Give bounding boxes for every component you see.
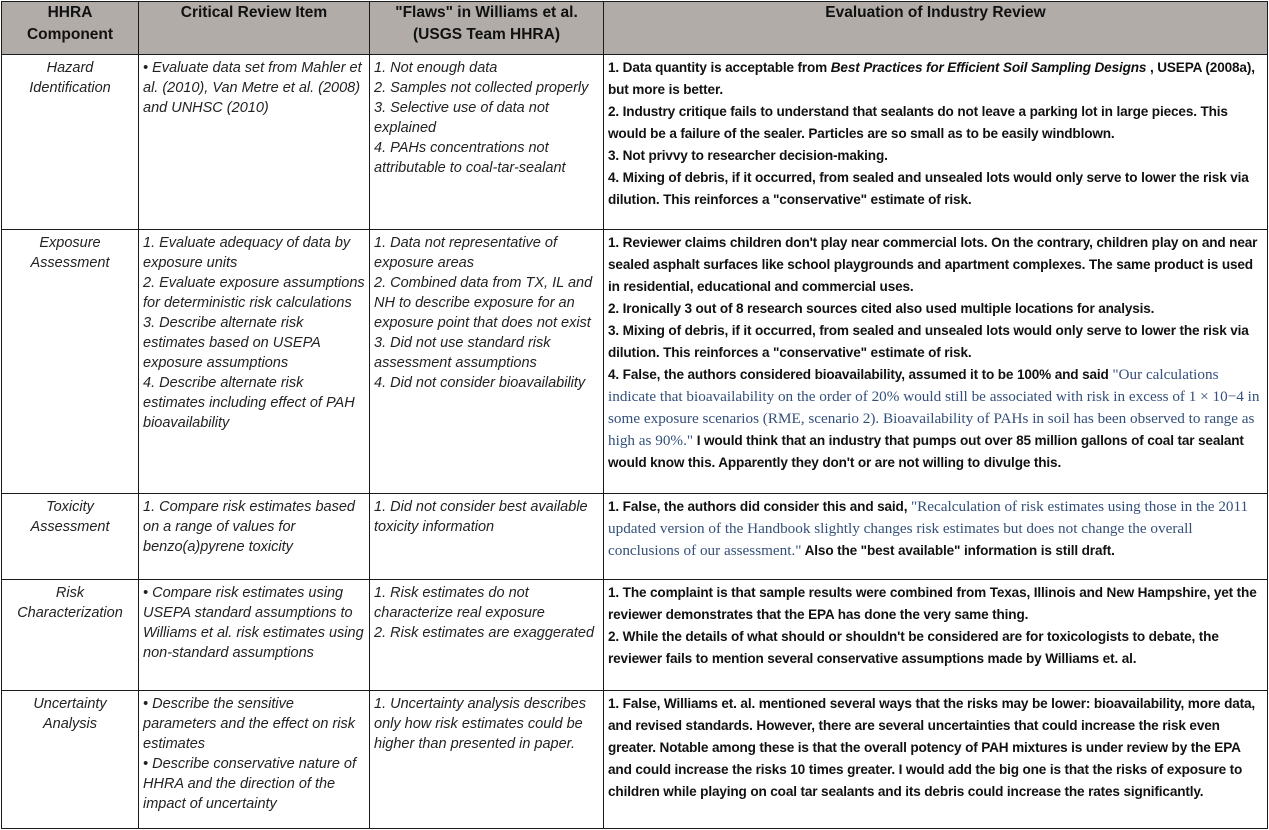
evaluation-point: 3. Mixing of debris, if it occurred, from sealed and unsealed lots would only serve to lower the risk via dilution. This reinforces a "conservative" estimate of risk. [608, 323, 1249, 360]
evaluation-point: 2. While the details of what should or shouldn't be considered are for toxicologists to debate, the reviewer fails to mention several conservative assumptions made by Williams et. al. [608, 629, 1219, 666]
table-row-exposure-assessment [2, 230, 1268, 494]
header-row [2, 2, 1268, 55]
evaluation-cell [604, 580, 1268, 691]
review-item-cell: • Evaluate data set from Mahler et al. (2010), Van Metre et al. (2008) and UNHSC (2010) [139, 55, 370, 230]
component-cell: Hazard Identification [2, 55, 139, 230]
flaws-cell: 1. Uncertainty analysis describes only how risk estimates could be higher than presented in paper. [370, 691, 604, 829]
component-cell: Risk Characterization [2, 580, 139, 691]
evaluation-point: 1. Reviewer claims children don't play near commercial lots. On the contrary, children play on and near sealed asphalt surfaces like school playgrounds and apartment complexes. The same product is used in residential, educational and commercial uses. [608, 235, 1258, 294]
table-row-uncertainty-analysis [2, 691, 1268, 829]
quoted-text: "Recalculation of risk estimates using those in the 2011 updated version of the Handbook slightly changes risk estimates but does not change the overall conclusions of our assessment." [608, 498, 1249, 559]
review-item-cell: • Compare risk estimates using USEPA standard assumptions to Williams et al. risk estimates using non-standard assumptions [139, 580, 370, 691]
flaws-cell: 1. Data not representative of exposure areas 2. Combined data from TX, IL and NH to describe exposure for an exposure point that does not exist 3. Did not use standard risk assessment assumptions 4. Did not consider bioavailability [370, 230, 604, 494]
review-item-cell: 1. Compare risk estimates based on a range of values for benzo(a)pyrene toxicity [139, 494, 370, 580]
evaluation-point: 3. Not privvy to researcher decision-making. [608, 148, 888, 163]
evaluation-point: 1. The complaint is that sample results were combined from Texas, Illinois and New Hampshire, yet the reviewer demonstrates that the EPA has done the very same thing. [608, 585, 1257, 622]
header-critical-review-item: Critical Review Item [139, 2, 370, 55]
evaluation-cell [604, 494, 1268, 580]
component-cell: Exposure Assessment [2, 230, 139, 494]
header-flaws: "Flaws" in Williams et al. (USGS Team HHRA) [370, 2, 604, 55]
flaws-cell: 1. Not enough data 2. Samples not collected properly 3. Selective use of data not explained 4. PAHs concentrations not attributable to coal-tar-sealant [370, 55, 604, 230]
hhra-comparison-table [1, 1, 1268, 829]
review-item-cell: • Describe the sensitive parameters and the effect on risk estimates • Describe conservative nature of HHRA and the direction of the impact of uncertainty [139, 691, 370, 829]
evaluation-cell [604, 55, 1268, 230]
table-row-risk-characterization [2, 580, 1268, 691]
evaluation-point: 1. False, Williams et. al. mentioned several ways that the risks may be lower: bioavailability, more data, and revised standards. However, there are several uncertainties that could increase the risk even greater. Notable among these is that the overall potency of PAH mixtures is under review by the EPA and could increase the risks 10 times greater. I would add the big one is that the risks of exposure to children while playing on coal tar sealants and its debris could increase the rates significantly. [608, 696, 1256, 799]
evaluation-point: 2. Ironically 3 out of 8 research sources cited also used multiple locations for analysis. [608, 301, 1155, 316]
review-item-cell: 1. Evaluate adequacy of data by exposure units 2. Evaluate exposure assumptions for deterministic risk calculations 3. Describe alternate risk estimates based on USEPA exposure assumptions 4. Describe alternate risk estimates including effect of PAH bioavailability [139, 230, 370, 494]
header-hhra-component: HHRA Component [2, 2, 139, 55]
evaluation-cell [604, 691, 1268, 829]
table-row-hazard-identification [2, 55, 1268, 230]
evaluation-cell [604, 230, 1268, 494]
component-cell: Uncertainty Analysis [2, 691, 139, 829]
evaluation-point: 4. Mixing of debris, if it occurred, from sealed and unsealed lots would only serve to lower the risk via dilution. This reinforces a "conservative" estimate of risk. [608, 170, 1249, 207]
table-row-toxicity-assessment [2, 494, 1268, 580]
component-cell: Toxicity Assessment [2, 494, 139, 580]
flaws-cell: 1. Did not consider best available toxicity information [370, 494, 604, 580]
quoted-text: "Our calculations indicate that bioavailability on the order of 20% would still be associated with risk in excess of 1 × 10−4 in some exposure scenarios (RME, scenario 2). Bioavailability of PAHs in soil has been observed to range as high as 90%." [608, 366, 1260, 449]
header-evaluation: Evaluation of Industry Review [604, 2, 1268, 55]
evaluation-point: 1. Data quantity is acceptable from Best Practices for Efficient Soil Sampling Designs , USEPA (2008a), but more is better. [608, 60, 1255, 97]
evaluation-point: 1. False, the authors did consider this and said, "Recalculation of risk estimates using those in the 2011 updated version of the Handbook slightly changes risk estimates but does not change the overall conclusions of our assessment." Also the "best available" information is still draft. [608, 498, 1249, 559]
evaluation-point: 4. False, the authors considered bioavailability, assumed it to be 100% and said "Our calculations indicate that bioavailability on the order of 20% would still be associated with risk in excess of 1 × 10−4 in some exposure scenarios (RME, scenario 2). Bioavailability of PAHs in soil has been observed to range as high as 90%." I would think that an industry that pumps out over 85 million gallons of coal tar sealant would know this. Apparently they don't or are not willing to divulge this. [608, 366, 1260, 470]
flaws-cell: 1. Risk estimates do not characterize real exposure 2. Risk estimates are exaggerated [370, 580, 604, 691]
evaluation-point: 2. Industry critique fails to understand that sealants do not leave a parking lot in large pieces. This would be a failure of the sealer. Particles are so small as to be easily windblown. [608, 104, 1228, 141]
